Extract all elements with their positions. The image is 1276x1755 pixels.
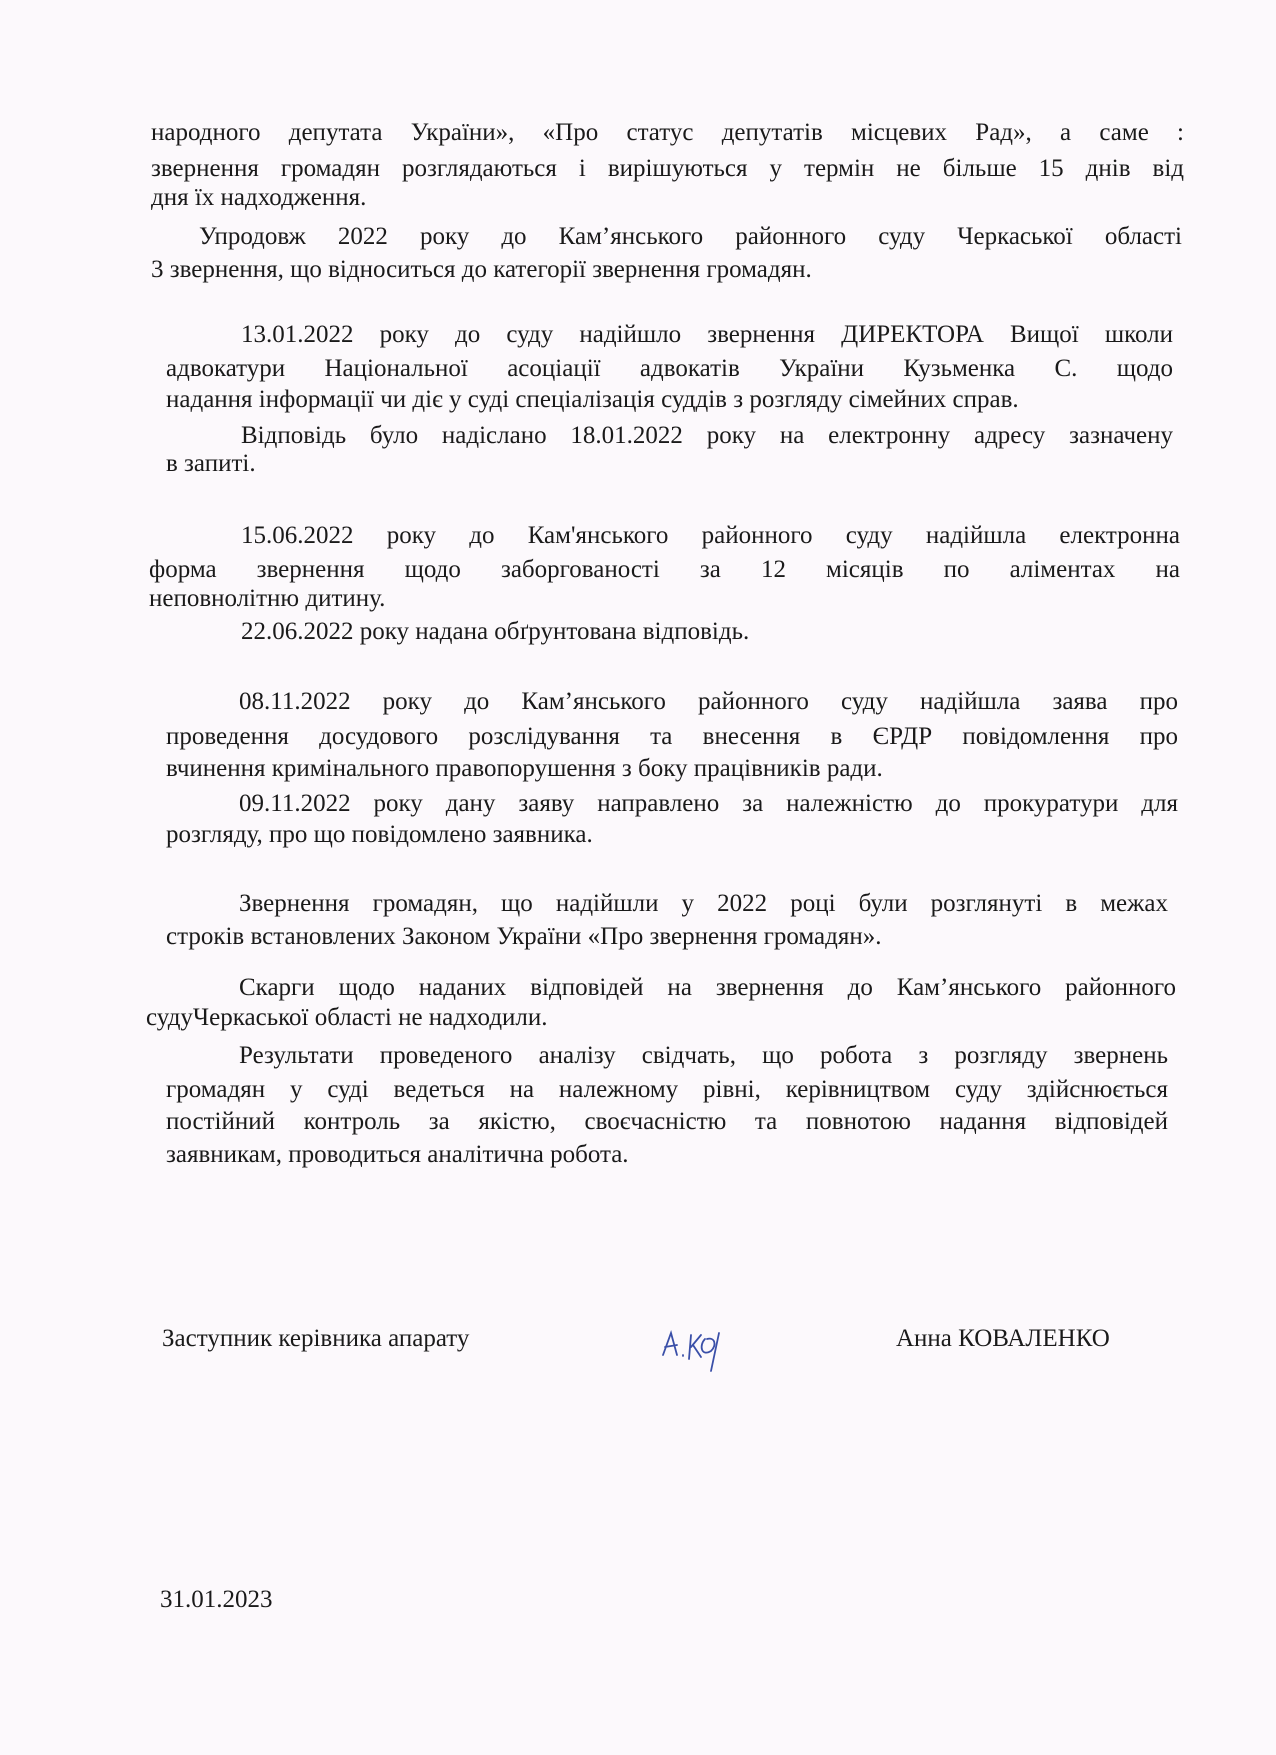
text-line: народного депутата України», «Про статус депутатів місцевих Рад», а саме : bbox=[151, 119, 1184, 146]
text-line: 15.06.2022 року до Кам'янського районного суду надійшла електронна bbox=[241, 522, 1180, 549]
text-line: 22.06.2022 року надана обґрунтована відповідь. bbox=[241, 618, 750, 645]
text-line: розгляду, про що повідомлено заявника. bbox=[166, 821, 593, 848]
text-line: Звернення громадян, що надійшли у 2022 році були розглянуті в межах bbox=[239, 890, 1168, 917]
text-line: 09.11.2022 року дану заяву направлено за належністю до прокуратури для bbox=[239, 790, 1178, 817]
text-line: в запиті. bbox=[166, 450, 256, 477]
text-line: заявникам, проводиться аналітична робота. bbox=[166, 1141, 629, 1168]
text-line: звернення громадян розглядаються і вирішуються у термін не більше 15 днів від bbox=[151, 155, 1184, 182]
text-line: вчинення кримінального правопорушення з боку працівників ради. bbox=[166, 755, 883, 782]
text-line: судуЧеркаської області не надходили. bbox=[146, 1004, 548, 1031]
text-line: адвокатури Національної асоціації адвокатів України Кузьменка С. щодо bbox=[166, 355, 1173, 382]
text-line: Упродовж 2022 року до Кам’янського районного суду Черкаської області bbox=[199, 223, 1182, 250]
text-line: Відповідь було надіслано 18.01.2022 року на електронну адресу зазначену bbox=[241, 422, 1173, 449]
text-line: 13.01.2022 року до суду надійшло звернення ДИРЕКТОРА Вищої школи bbox=[241, 321, 1173, 348]
document-date: 31.01.2023 bbox=[160, 1586, 273, 1613]
signatory-position: Заступник керівника апарату bbox=[162, 1325, 470, 1352]
handwritten-signature bbox=[655, 1315, 745, 1375]
text-line: дня їх надходження. bbox=[151, 184, 367, 211]
text-line: проведення досудового розслідування та внесення в ЄРДР повідомлення про bbox=[166, 723, 1178, 750]
text-line: форма звернення щодо заборгованості за 12 місяців по аліментах на bbox=[149, 556, 1180, 583]
text-line: громадян у суді ведеться на належному рівні, керівництвом суду здійснюється bbox=[166, 1076, 1168, 1103]
text-line: надання інформації чи діє у суді спеціалізація суддів з розгляду сімейних справ. bbox=[166, 386, 1019, 413]
text-line: постійний контроль за якістю, своєчасністю та повнотою надання відповідей bbox=[166, 1108, 1168, 1135]
signatory-name: Анна КОВАЛЕНКО bbox=[896, 1325, 1110, 1352]
text-line: неповнолітню дитину. bbox=[149, 585, 386, 612]
text-line: Скарги щодо наданих відповідей на звернення до Кам’янського районного bbox=[239, 974, 1176, 1001]
text-line: 08.11.2022 року до Кам’янського районного суду надійшла заява про bbox=[239, 688, 1178, 715]
text-line: строків встановлених Законом України «Про звернення громадян». bbox=[166, 923, 882, 950]
text-line: Результати проведеного аналізу свідчать, що робота з розгляду звернень bbox=[239, 1042, 1168, 1069]
text-line: 3 звернення, що відноситься до категорії звернення громадян. bbox=[151, 256, 812, 283]
